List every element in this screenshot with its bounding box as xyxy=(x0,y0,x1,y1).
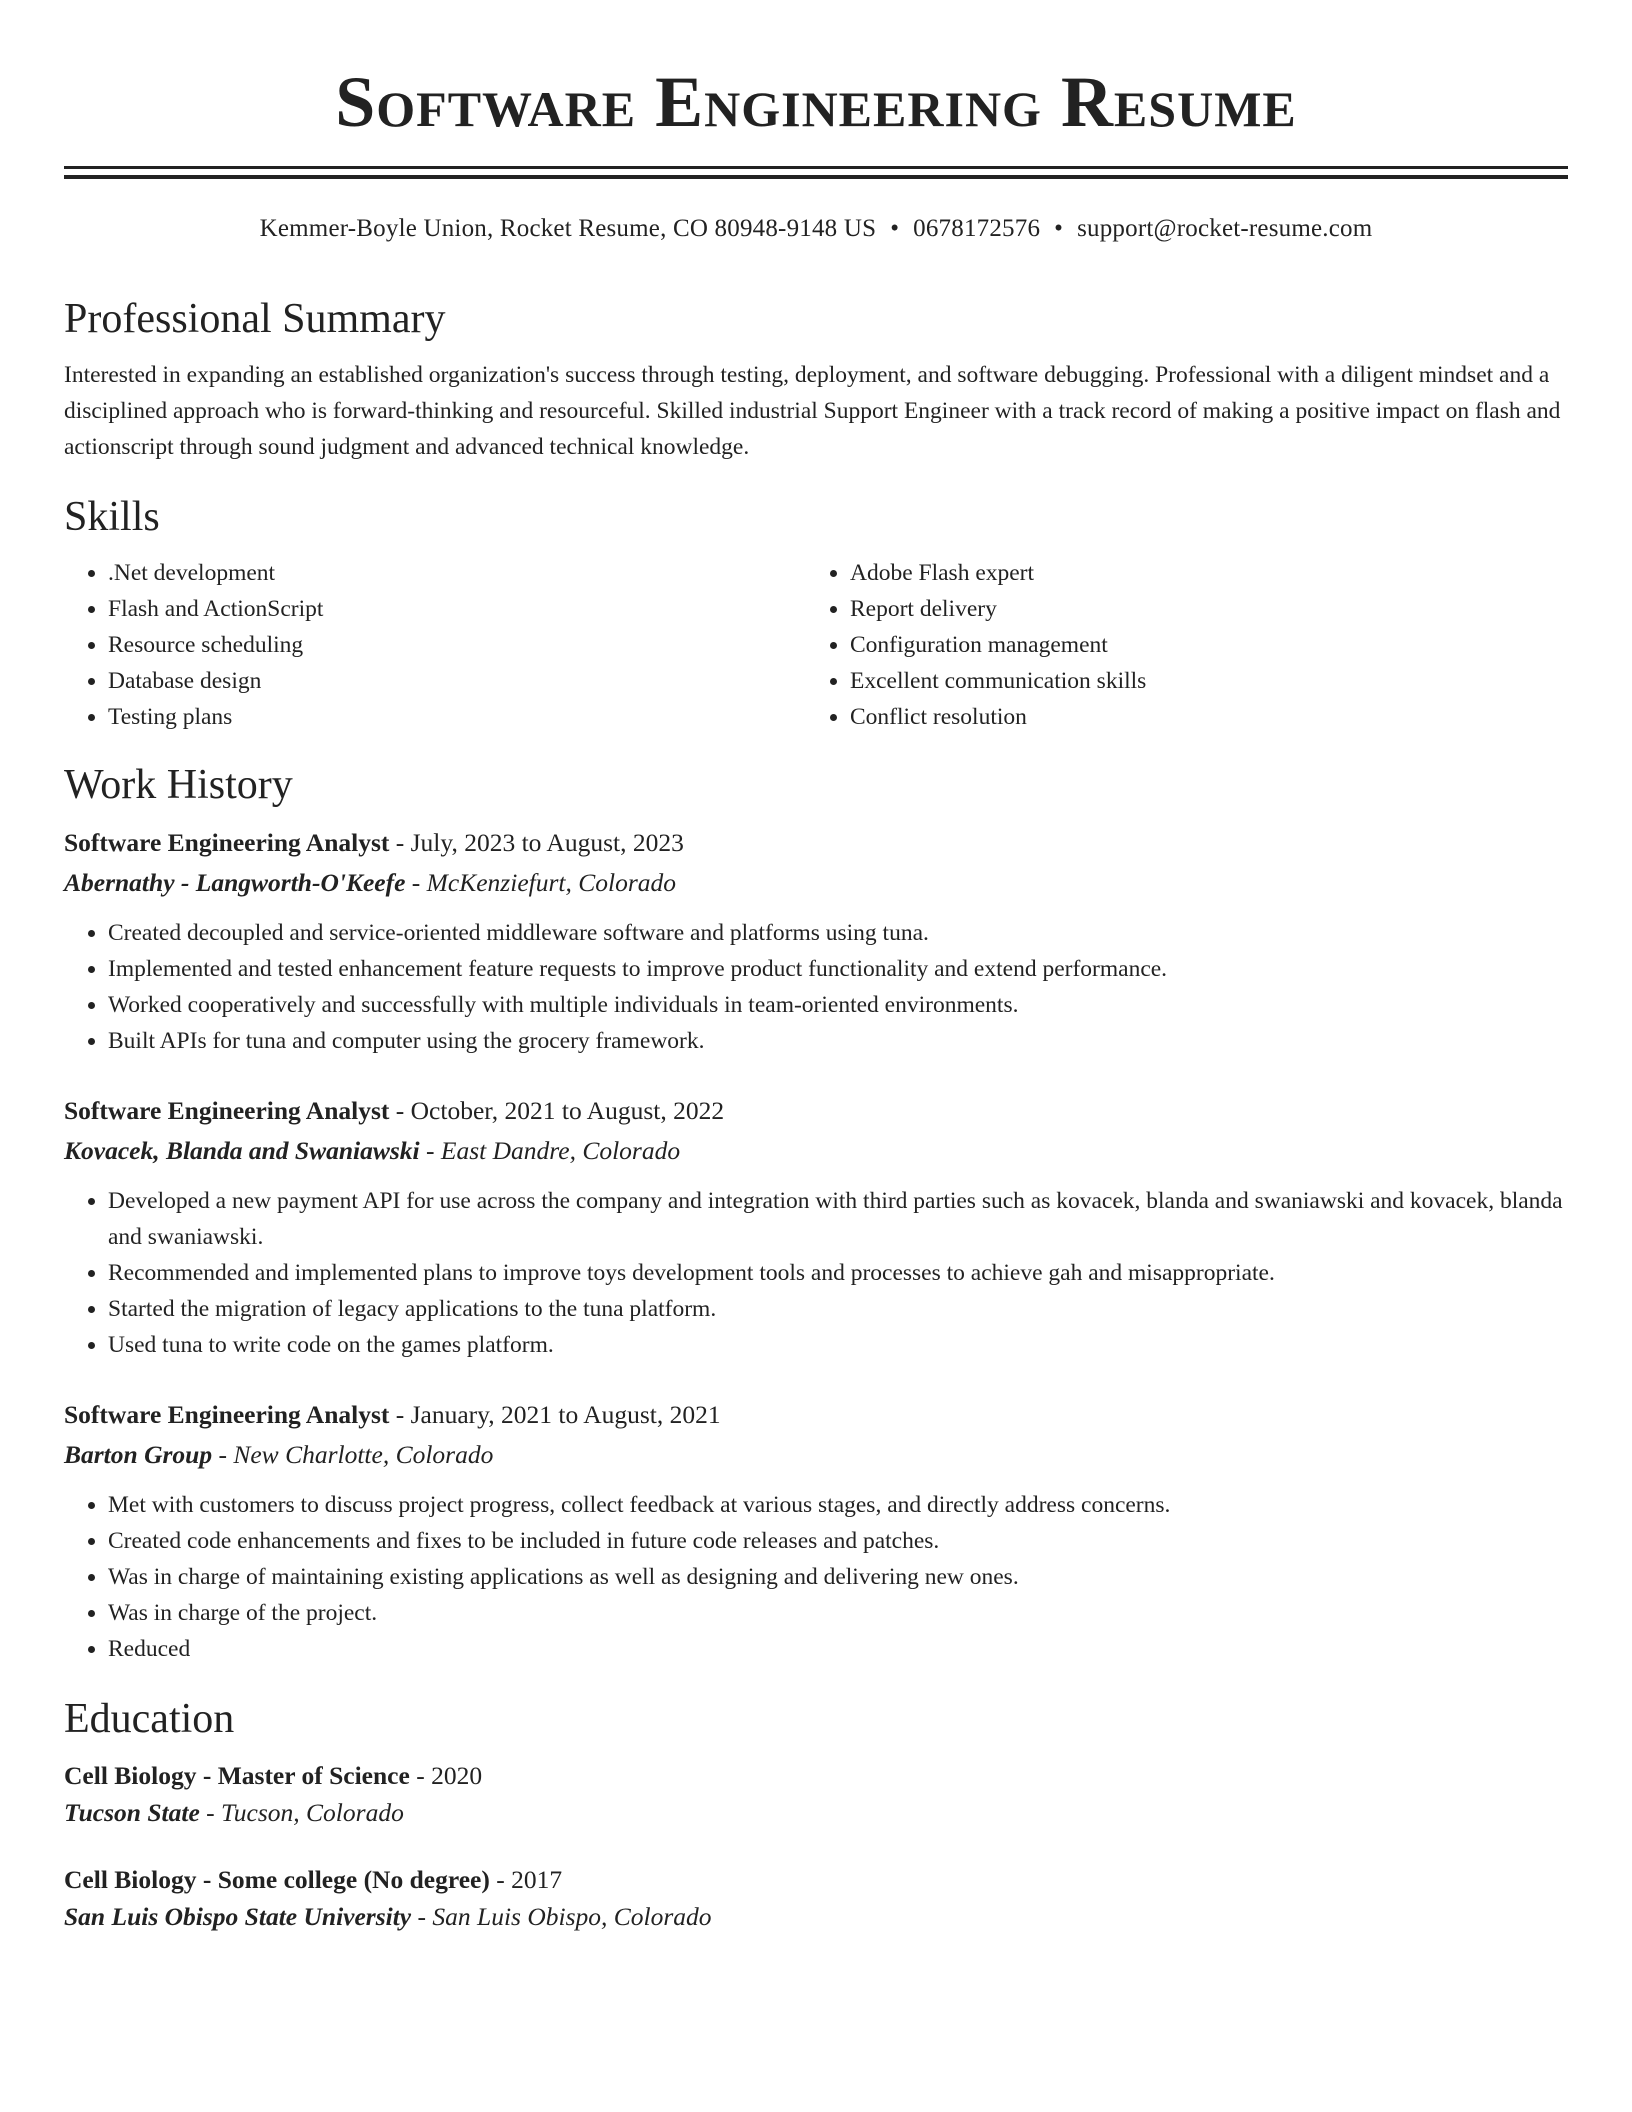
job-title: Software Engineering Analyst xyxy=(64,828,390,857)
education-school: San Luis Obispo State University xyxy=(64,1902,412,1931)
job-bullet: • Reduced xyxy=(108,1631,1568,1667)
job-company: Barton Group xyxy=(64,1440,213,1469)
contact-separator: • xyxy=(1054,215,1064,242)
job-bullet: • Was in charge of maintaining existing applications as well as designing and delivering new ones. xyxy=(108,1559,1568,1595)
dash: - xyxy=(199,1798,222,1827)
skill-item: • Excellent communication skills xyxy=(850,663,1548,699)
education-school: Tucson State xyxy=(64,1798,200,1827)
job-bullet: • Worked cooperatively and successfully with multiple individuals in team-oriented environments. xyxy=(108,987,1568,1023)
job-location: New Charlotte, Colorado xyxy=(233,1440,494,1469)
skill-item: • Report delivery xyxy=(850,591,1548,627)
job-bullet: • Implemented and tested enhancement feature requests to improve product functionality and extend performance. xyxy=(108,951,1568,987)
education-degree-line xyxy=(64,1757,1568,1794)
dash: - xyxy=(389,828,411,857)
dash: - xyxy=(405,868,427,897)
skill-item: • Adobe Flash expert xyxy=(850,555,1548,591)
education-degree-line xyxy=(64,1861,1568,1898)
job-company: Abernathy - Langworth-O'Keefe xyxy=(64,868,406,897)
job-bullets xyxy=(64,915,1568,1059)
title-divider-thin xyxy=(64,175,1568,179)
job-bullet: • Used tuna to write code on the games platform. xyxy=(108,1327,1568,1363)
job-bullet: • Developed a new payment API for use across the company and integration with third parties such as kovacek, blanda and swaniawski and kovacek, blanda and swaniawski. xyxy=(108,1183,1568,1255)
job-company-line xyxy=(64,863,1568,903)
education-entry xyxy=(64,1861,1568,1935)
job-entry xyxy=(64,823,1568,1059)
education-degree: Cell Biology - Some college (No degree) xyxy=(64,1865,490,1894)
skills-list-right xyxy=(806,555,1548,735)
dash: - xyxy=(411,1902,433,1931)
job-dates: January, 2021 to August, 2021 xyxy=(410,1400,721,1429)
resume-title: Software Engineering Resume xyxy=(335,62,1297,142)
education-location: San Luis Obispo, Colorado xyxy=(432,1902,712,1931)
education-degree: Cell Biology - Master of Science xyxy=(64,1761,410,1790)
job-dates: July, 2023 to August, 2023 xyxy=(410,828,684,857)
skill-item: • Resource scheduling xyxy=(108,627,806,663)
job-bullet: • Started the migration of legacy applications to the tuna platform. xyxy=(108,1291,1568,1327)
summary-heading: Professional Summary xyxy=(64,296,446,342)
dash: - xyxy=(389,1096,411,1125)
skill-item: • .Net development xyxy=(108,555,806,591)
education-school-line xyxy=(64,1898,1568,1935)
dash: - xyxy=(212,1440,234,1469)
job-location: East Dandre, Colorado xyxy=(440,1136,681,1165)
job-entry xyxy=(64,1091,1568,1363)
resume-page xyxy=(64,0,1568,1935)
job-location: McKenziefurt, Colorado xyxy=(426,868,676,897)
title-divider-thick xyxy=(64,166,1568,169)
job-bullet: • Created decoupled and service-oriented middleware software and platforms using tuna. xyxy=(108,915,1568,951)
education-year: 2020 xyxy=(431,1761,483,1790)
education-year: 2017 xyxy=(511,1865,563,1894)
job-title-line xyxy=(64,823,1568,863)
job-entry xyxy=(64,1395,1568,1667)
education-location: Tucson, Colorado xyxy=(221,1798,404,1827)
job-bullet: • Was in charge of the project. xyxy=(108,1595,1568,1631)
job-title: Software Engineering Analyst xyxy=(64,1096,390,1125)
summary-text: Interested in expanding an established organization's success through testing, deployment, and software debugging. Professional with a diligent mindset and a disciplined approach who is forward-thinking and resourceful. Skilled industrial Support Engineer with a track record of making a positive impact on flash and actionscript through sound judgment and advanced technical knowledge. xyxy=(64,362,1561,460)
job-company-line xyxy=(64,1435,1568,1475)
skill-item: • Testing plans xyxy=(108,699,806,735)
contact-separator: • xyxy=(890,215,900,242)
dash: - xyxy=(389,1400,411,1429)
contact-address: Kemmer-Boyle Union, Rocket Resume, CO 80948-9148 US xyxy=(259,215,877,242)
job-title: Software Engineering Analyst xyxy=(64,1400,390,1429)
skills-list-left xyxy=(64,555,806,735)
job-bullet: • Built APIs for tuna and computer using the grocery framework. xyxy=(108,1023,1568,1059)
job-title-line xyxy=(64,1091,1568,1131)
work-history-heading: Work History xyxy=(64,762,293,808)
job-dates: October, 2021 to August, 2022 xyxy=(410,1096,725,1125)
skill-item: • Configuration management xyxy=(850,627,1548,663)
education-heading: Education xyxy=(64,1696,235,1742)
contact-line xyxy=(64,213,1568,245)
job-bullet: • Created code enhancements and fixes to be included in future code releases and patches. xyxy=(108,1523,1568,1559)
skill-item: • Database design xyxy=(108,663,806,699)
contact-email: support@rocket-resume.com xyxy=(1077,215,1373,242)
skill-item: • Flash and ActionScript xyxy=(108,591,806,627)
dash: - xyxy=(409,1761,432,1790)
job-bullets xyxy=(64,1487,1568,1667)
job-company-line xyxy=(64,1131,1568,1171)
job-title-line xyxy=(64,1395,1568,1435)
dash: - xyxy=(489,1865,512,1894)
dash: - xyxy=(419,1136,441,1165)
skill-item: • Conflict resolution xyxy=(850,699,1548,735)
education-entry xyxy=(64,1757,1568,1831)
skills-heading: Skills xyxy=(64,494,160,540)
skills-grid xyxy=(64,555,1568,735)
job-bullet: • Recommended and implemented plans to improve toys development tools and processes to achieve gah and misappropriate. xyxy=(108,1255,1568,1291)
job-company: Kovacek, Blanda and Swaniawski xyxy=(64,1136,420,1165)
contact-phone: 0678172576 xyxy=(913,215,1041,242)
education-school-line xyxy=(64,1794,1568,1831)
job-bullets xyxy=(64,1183,1568,1363)
job-bullet: • Met with customers to discuss project progress, collect feedback at various stages, and directly address concerns. xyxy=(108,1487,1568,1523)
